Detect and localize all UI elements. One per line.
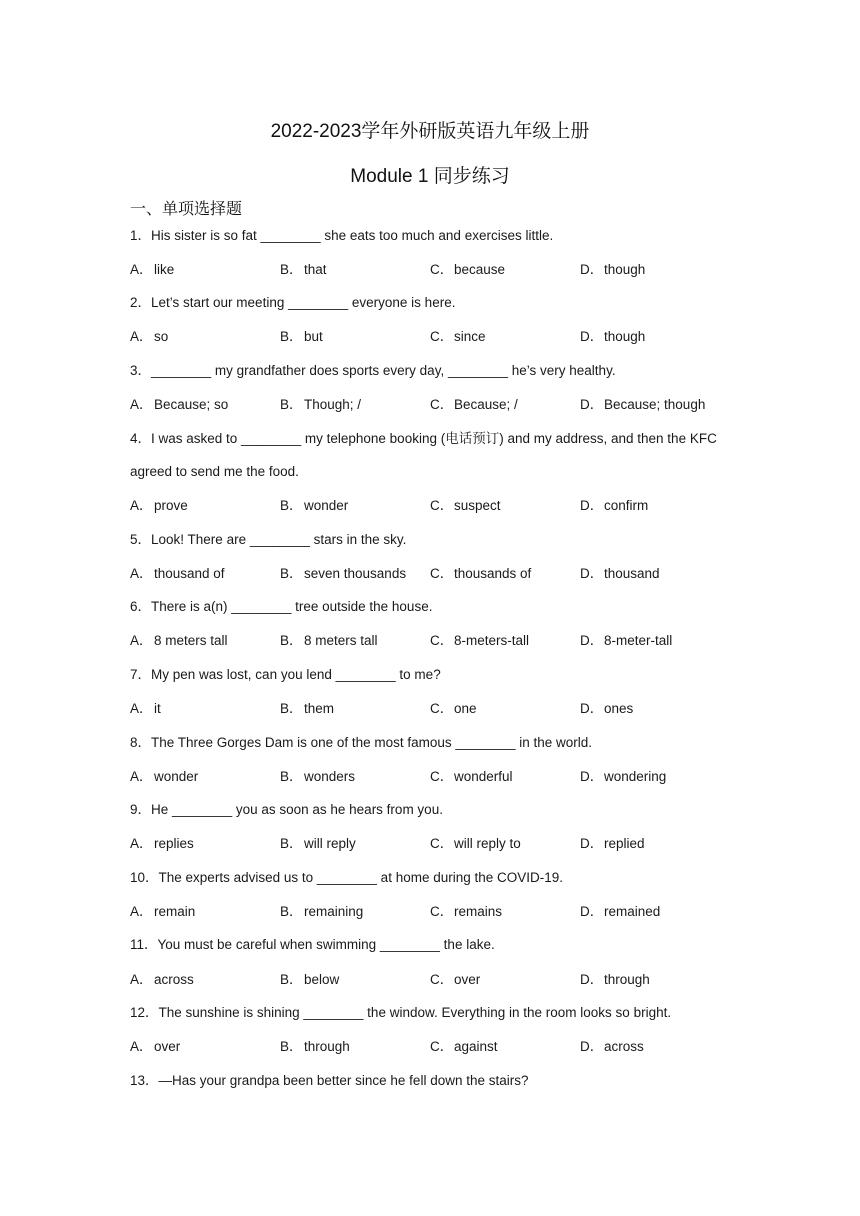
option-text: confirm (604, 498, 649, 513)
option-text: Because; though (604, 397, 706, 412)
option-a[interactable] (130, 1038, 180, 1056)
option-text: 8-meters-tall (454, 633, 530, 648)
option-text: it (154, 701, 161, 716)
question-1-stem (130, 227, 553, 245)
option-d[interactable] (580, 903, 660, 921)
option-text: ones (604, 701, 634, 716)
document-subtitle: Module 1 同步练习 (350, 166, 510, 187)
question-4-stem (130, 430, 717, 448)
option-d[interactable] (580, 768, 666, 786)
option-text: below (304, 972, 340, 987)
option-letter: B． (280, 329, 303, 344)
option-text: remaining (304, 904, 364, 919)
option-text: wonder (304, 498, 349, 513)
option-text: since (454, 329, 486, 344)
option-a[interactable] (130, 971, 194, 989)
option-a[interactable] (130, 565, 225, 583)
option-text: over (454, 972, 481, 987)
question-8-stem (130, 734, 592, 752)
option-c[interactable] (430, 700, 477, 718)
option-text: across (154, 972, 194, 987)
option-letter: D． (580, 498, 604, 513)
option-text: wondering (604, 769, 667, 784)
option-b[interactable] (280, 768, 355, 786)
question-7-options (130, 700, 750, 718)
option-text: that (304, 262, 327, 277)
option-a[interactable] (130, 632, 228, 650)
option-text: 8 meters tall (304, 633, 378, 648)
question-number: 4． (130, 431, 152, 446)
question-10-stem (130, 869, 563, 887)
option-text: though (604, 329, 646, 344)
option-text: them (304, 701, 335, 716)
option-letter: A． (130, 701, 153, 716)
option-d[interactable] (580, 971, 650, 989)
option-text: wonders (304, 769, 356, 784)
option-letter: B． (280, 1039, 303, 1054)
question-5-options (130, 565, 750, 583)
option-letter: B． (280, 836, 303, 851)
option-letter: D． (580, 769, 604, 784)
question-3-stem (130, 362, 616, 380)
option-letter: A． (130, 1039, 153, 1054)
question-12-options (130, 1038, 750, 1056)
option-letter: B． (280, 972, 303, 987)
option-d[interactable] (580, 396, 705, 414)
option-a[interactable] (130, 497, 188, 515)
option-b[interactable] (280, 328, 323, 346)
option-letter: A． (130, 397, 153, 412)
question-1-options (130, 261, 750, 279)
option-letter: B． (280, 904, 303, 919)
question-number: 10． (130, 870, 159, 885)
question-number: 3． (130, 363, 152, 378)
option-letter: C． (430, 566, 454, 581)
option-text: wonderful (454, 769, 513, 784)
option-letter: B． (280, 498, 303, 513)
option-c[interactable] (430, 328, 486, 346)
option-text: remained (604, 904, 661, 919)
option-d[interactable] (580, 328, 645, 346)
option-b[interactable] (280, 700, 334, 718)
option-letter: A． (130, 769, 153, 784)
question-7-stem (130, 666, 441, 684)
option-letter: D． (580, 329, 604, 344)
option-letter: C． (430, 498, 454, 513)
option-letter: C． (430, 701, 454, 716)
question-text: ________ my grandfather does sports every day, ________ he’s very healthy. (151, 363, 616, 378)
option-text: will reply (304, 836, 356, 851)
question-number: 6． (130, 599, 152, 614)
option-text: thousand (604, 566, 660, 581)
option-text: wonder (154, 769, 199, 784)
option-c[interactable] (430, 835, 521, 853)
question-number: 1． (130, 228, 152, 243)
question-11-stem (130, 936, 495, 954)
option-text: seven thousands (304, 566, 407, 581)
question-text: The Three Gorges Dam is one of the most famous ________ in the world. (151, 735, 593, 750)
option-letter: B． (280, 701, 303, 716)
question-number: 8． (130, 735, 152, 750)
question-text: My pen was lost, can you lend ________ to me? (151, 667, 441, 682)
option-letter: A． (130, 566, 153, 581)
question-10-options (130, 903, 750, 921)
question-11-options (130, 971, 750, 989)
question-text: You must be careful when swimming ________ the lake. (157, 937, 495, 952)
question-5-stem (130, 531, 406, 549)
question-4-continuation: agreed to send me the food. (130, 464, 299, 479)
option-a[interactable] (130, 903, 195, 921)
option-b[interactable] (280, 497, 348, 515)
section-heading: 一、单项选择题 (130, 201, 243, 218)
option-b[interactable] (280, 396, 361, 414)
option-d[interactable] (580, 700, 633, 718)
option-a[interactable] (130, 768, 198, 786)
option-text: will reply to (454, 836, 521, 851)
option-text: so (154, 329, 169, 344)
question-number: 5． (130, 532, 152, 547)
question-number: 7． (130, 667, 152, 682)
option-text: prove (154, 498, 188, 513)
option-text: thousand of (154, 566, 225, 581)
option-a[interactable] (130, 700, 161, 718)
option-c[interactable] (430, 903, 502, 921)
option-d[interactable] (580, 632, 672, 650)
option-a[interactable] (130, 261, 174, 279)
option-text: 8-meter-tall (604, 633, 673, 648)
question-9-stem (130, 801, 443, 819)
option-d[interactable] (580, 835, 645, 853)
option-letter: B． (280, 566, 303, 581)
option-c[interactable] (430, 497, 501, 515)
document-title: 2022-2023学年外研版英语九年级上册 (270, 121, 590, 142)
question-text: There is a(n) ________ tree outside the house. (151, 599, 433, 614)
option-letter: C． (430, 769, 454, 784)
option-letter: D． (580, 701, 604, 716)
option-text: thousands of (454, 566, 532, 581)
question-text: I was asked to ________ my telephone booking (电话预订) and my address, and then the KFC (151, 431, 717, 446)
option-letter: D． (580, 1039, 604, 1054)
option-text: against (454, 1039, 498, 1054)
option-letter: C． (430, 972, 454, 987)
question-text: The sunshine is shining ________ the window. Everything in the room looks so bright. (158, 1005, 672, 1020)
question-text: The experts advised us to ________ at home during the COVID-19. (158, 870, 564, 885)
option-letter: D． (580, 904, 604, 919)
option-text: over (154, 1039, 181, 1054)
option-a[interactable] (130, 328, 168, 346)
option-b[interactable] (280, 835, 356, 853)
option-c[interactable] (430, 632, 529, 650)
option-letter: A． (130, 498, 153, 513)
option-letter: C． (430, 836, 454, 851)
question-number: 12． (130, 1005, 159, 1020)
question-6-options (130, 632, 750, 650)
option-text: 8 meters tall (154, 633, 228, 648)
option-letter: D． (580, 972, 604, 987)
option-b[interactable] (280, 1038, 350, 1056)
question-text: Look! There are ________ stars in the sky. (151, 532, 407, 547)
option-text: through (304, 1039, 350, 1054)
option-text: because (454, 262, 506, 277)
option-text: Though; / (304, 397, 362, 412)
option-b[interactable] (280, 261, 327, 279)
question-number: 2． (130, 295, 152, 310)
option-b[interactable] (280, 971, 339, 989)
option-letter: C． (430, 633, 454, 648)
option-letter: D． (580, 397, 604, 412)
option-d[interactable] (580, 497, 648, 515)
question-number: 13． (130, 1073, 159, 1088)
option-c[interactable] (430, 1038, 498, 1056)
option-letter: B． (280, 397, 303, 412)
option-letter: B． (280, 633, 303, 648)
option-letter: A． (130, 836, 153, 851)
option-c[interactable] (430, 768, 513, 786)
option-b[interactable] (280, 565, 406, 583)
option-text: Because; so (154, 397, 229, 412)
option-letter: A． (130, 262, 153, 277)
question-13-stem (130, 1072, 529, 1090)
question-text: His sister is so fat ________ she eats too much and exercises little. (151, 228, 554, 243)
option-text: across (604, 1039, 644, 1054)
option-letter: D． (580, 566, 604, 581)
option-d[interactable] (580, 565, 660, 583)
question-number: 9． (130, 802, 152, 817)
option-letter: A． (130, 329, 153, 344)
option-text: replied (604, 836, 645, 851)
option-b[interactable] (280, 903, 363, 921)
question-4-options (130, 497, 750, 515)
option-letter: A． (130, 633, 153, 648)
option-text: through (604, 972, 650, 987)
option-letter: C． (430, 262, 454, 277)
option-text: replies (154, 836, 194, 851)
option-text: suspect (454, 498, 501, 513)
option-letter: D． (580, 262, 604, 277)
option-text: remain (154, 904, 196, 919)
option-letter: D． (580, 836, 604, 851)
option-a[interactable] (130, 835, 194, 853)
option-letter: C． (430, 1039, 454, 1054)
option-d[interactable] (580, 261, 645, 279)
option-letter: B． (280, 769, 303, 784)
option-letter: A． (130, 904, 153, 919)
option-text: remains (454, 904, 503, 919)
question-3-options (130, 396, 750, 414)
option-c[interactable] (430, 565, 531, 583)
question-8-options (130, 768, 750, 786)
option-d[interactable] (580, 1038, 644, 1056)
option-c[interactable] (430, 971, 480, 989)
question-6-stem (130, 598, 432, 616)
option-letter: D． (580, 633, 604, 648)
question-number: 11． (130, 937, 158, 952)
option-text: one (454, 701, 477, 716)
option-text: like (154, 262, 175, 277)
option-letter: C． (430, 329, 454, 344)
option-letter: C． (430, 397, 454, 412)
question-12-stem (130, 1004, 671, 1022)
option-c[interactable] (430, 396, 518, 414)
question-text: —Has your grandpa been better since he fell down the stairs? (158, 1073, 529, 1088)
question-2-options (130, 328, 750, 346)
option-letter: A． (130, 972, 153, 987)
option-a[interactable] (130, 396, 228, 414)
option-text: Because; / (454, 397, 518, 412)
option-b[interactable] (280, 632, 378, 650)
option-text: though (604, 262, 646, 277)
option-letter: B． (280, 262, 303, 277)
question-9-options (130, 835, 750, 853)
option-letter: C． (430, 904, 454, 919)
option-c[interactable] (430, 261, 505, 279)
question-text: He ________ you as soon as he hears from you. (151, 802, 443, 817)
question-2-stem (130, 294, 455, 312)
question-text: Let’s start our meeting ________ everyone is here. (151, 295, 456, 310)
option-text: but (304, 329, 323, 344)
